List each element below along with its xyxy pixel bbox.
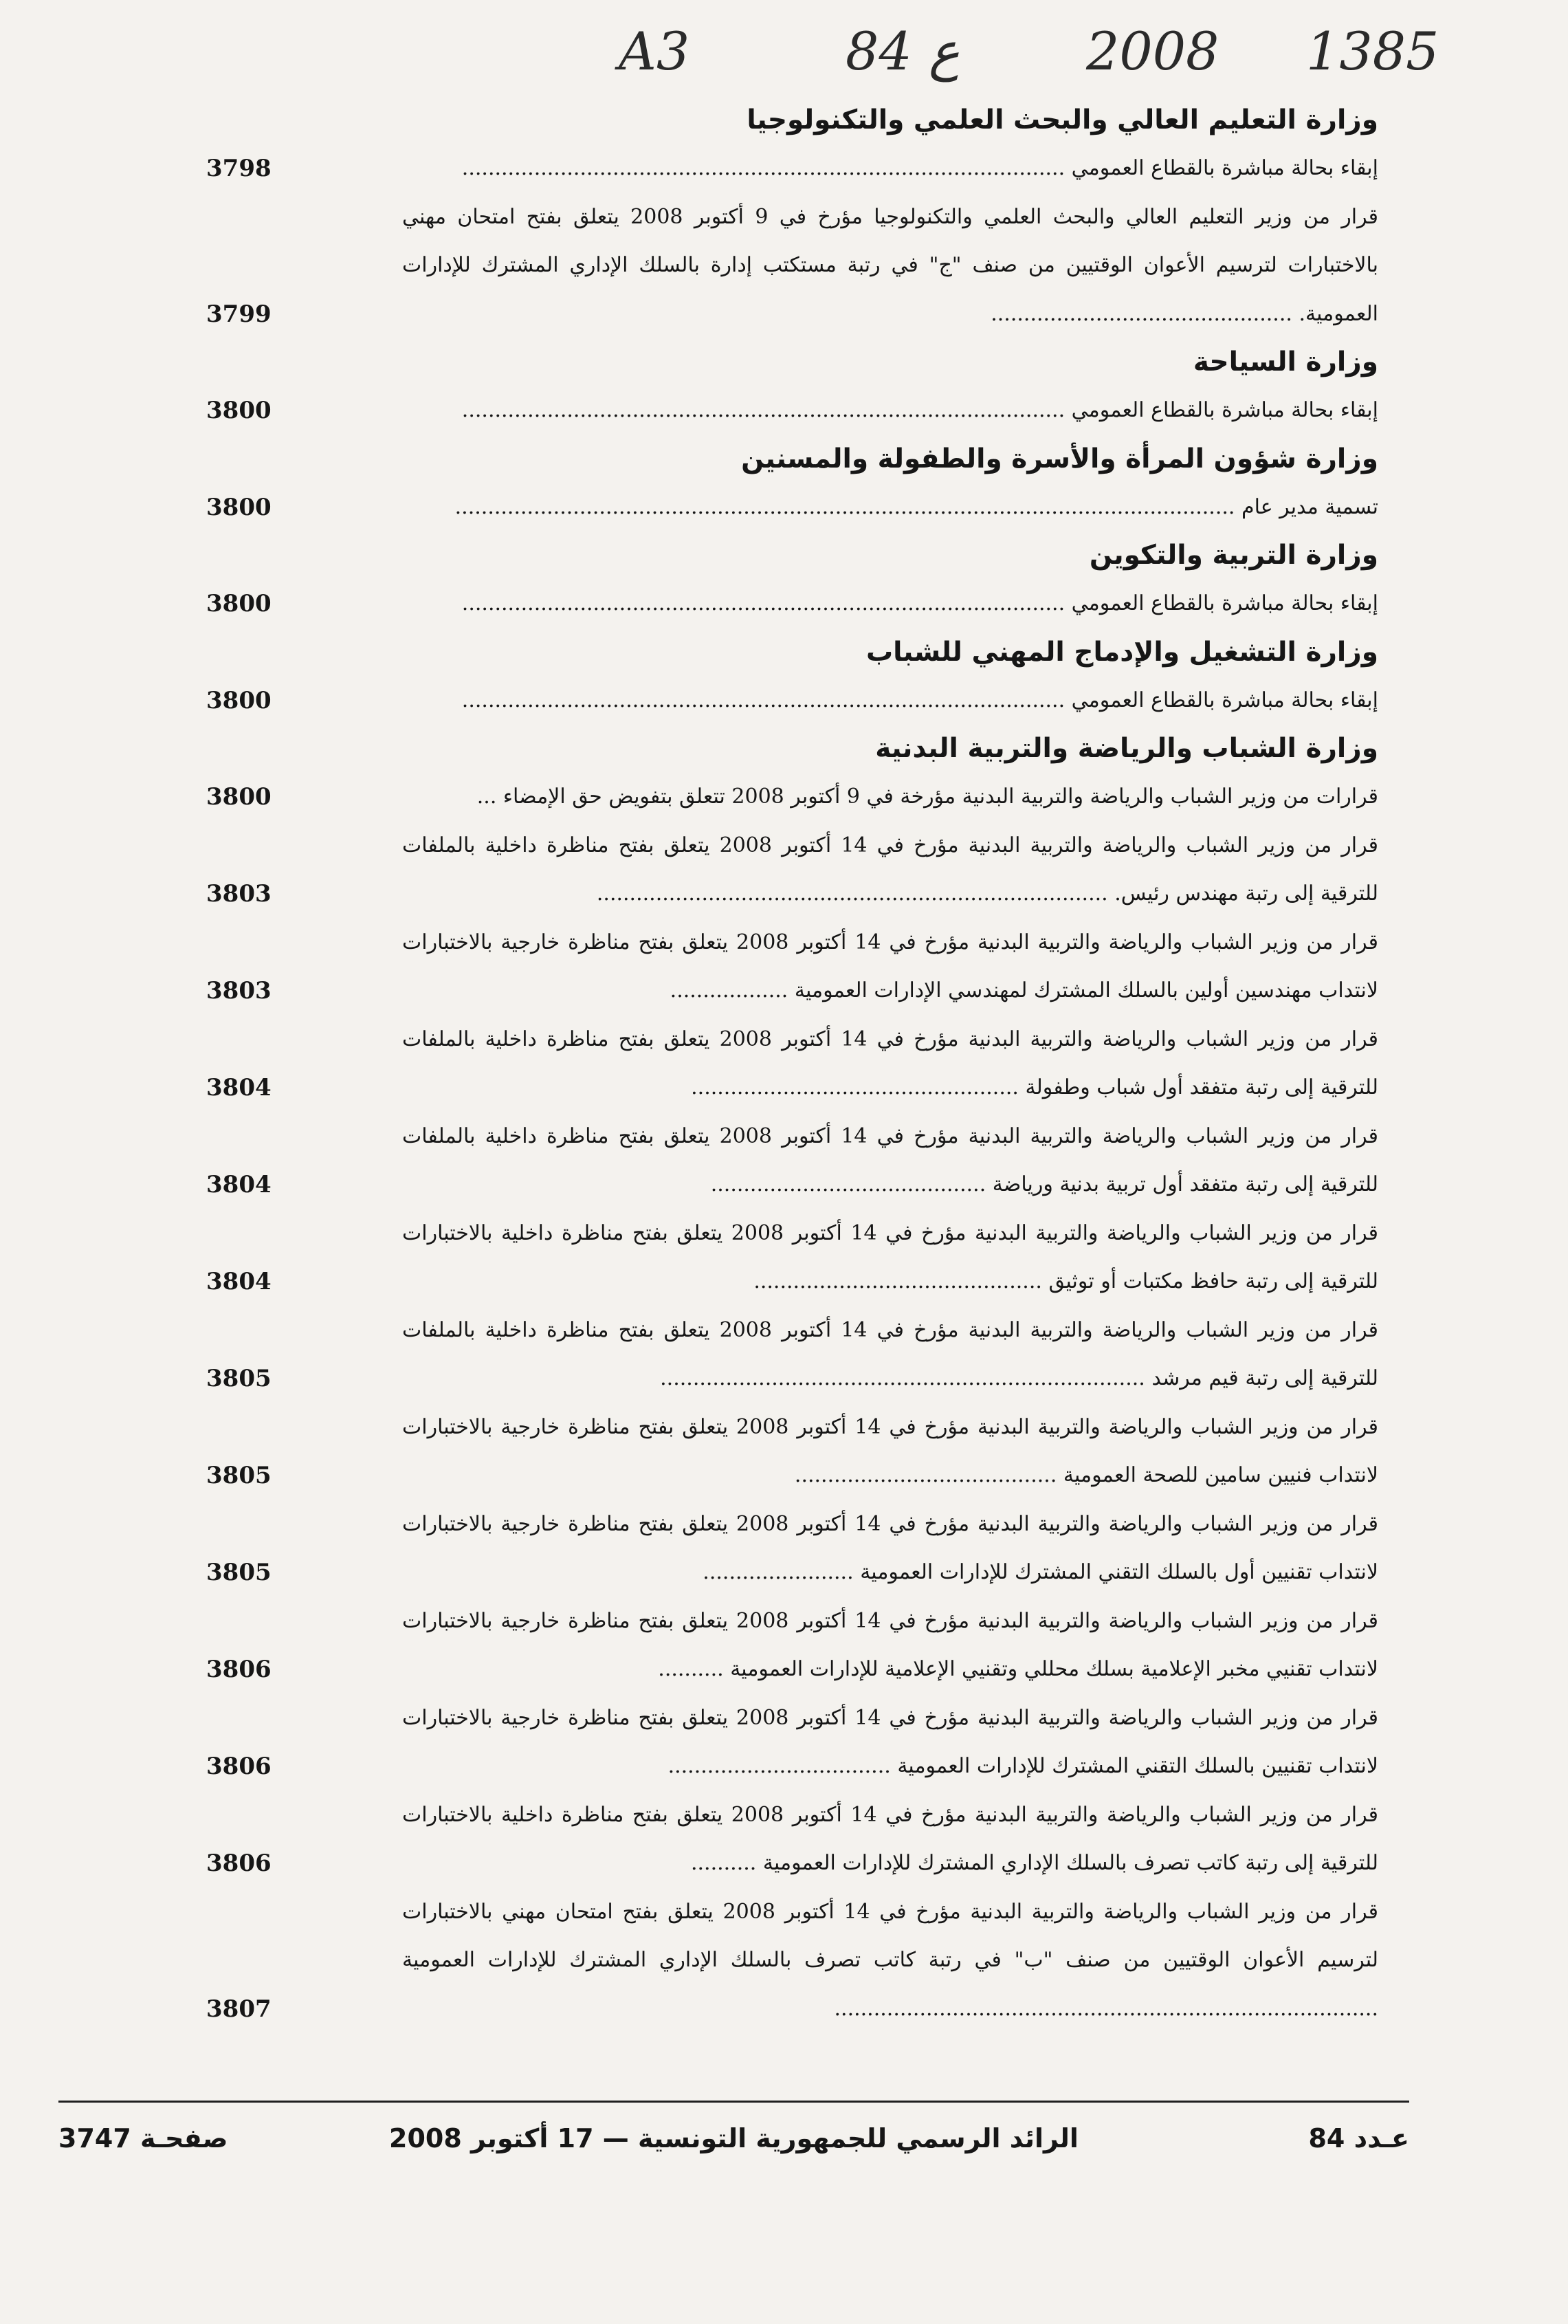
entry-text: إبقاء بحالة مباشرة بالقطاع العمومي <box>1071 688 1378 712</box>
leader-dots: .................................. <box>667 1754 891 1778</box>
leader-dots: .......................................... <box>710 1172 986 1196</box>
entry-text: قرار من وزير الشباب والرياضة والتربية البدنية مؤرخ في 14 أكتوبر 2008 يتعلق بفتح مناظرة داخلية بالملفات للترقية إلى رتبة متفقد أول تربية بدنية ورياضة <box>402 1123 1378 1196</box>
entry-title <box>402 1791 1378 1888</box>
leader-dots: .................. <box>670 978 788 1002</box>
leader-dots: ... <box>476 785 497 809</box>
entry-title <box>402 386 1378 435</box>
ministry-heading: وزارة الشباب والرياضة والتربية البدنية <box>875 733 1378 764</box>
ministry-heading: وزارة التربية والتكوين <box>1089 540 1378 571</box>
entry-text: قرار من وزير الشباب والرياضة والتربية البدنية مؤرخ في 14 أكتوبر 2008 يتعلق بفتح مناظرة داخلية بالملفات للترقية إلى رتبة مهندس رئيس. <box>402 833 1378 906</box>
leader-dots: ....................... <box>703 1560 854 1584</box>
ministry-heading: وزارة شؤون المرأة والأسرة والطفولة والمسنين <box>741 443 1378 474</box>
toc-entry <box>206 773 1378 822</box>
toc-entry <box>206 1500 1378 1597</box>
entry-title <box>402 773 1378 822</box>
entry-text: قرار من وزير الشباب والرياضة والتربية البدنية مؤرخ في 14 أكتوبر 2008 يتعلق بفتح مناظرة داخلية بالملفات للترقية إلى رتبة قيم مرشد <box>402 1317 1378 1390</box>
entry-title <box>402 1016 1378 1112</box>
entry-text: قرار من وزير الشباب والرياضة والتربية البدنية مؤرخ في 14 أكتوبر 2008 يتعلق بفتح مناظرة داخلية بالاختبارات للترقية إلى رتبة حافظ مكتبات أو توثيق <box>402 1220 1378 1293</box>
toc-entry <box>206 1112 1378 1209</box>
entry-title <box>402 1112 1378 1209</box>
leader-dots: .................................................. <box>691 1075 1019 1099</box>
ministry-section <box>206 628 1378 725</box>
entry-page-number: 3806 <box>206 1850 272 1877</box>
footer-journal-title: الرائد الرسمي للجمهورية التونسية — 17 أكتوبر 2008 <box>389 2123 1079 2153</box>
entry-page-number: 3805 <box>206 1365 272 1392</box>
entry-page-number: 3805 <box>206 1559 272 1586</box>
entry-title <box>402 144 1378 193</box>
toc-entry <box>206 1791 1378 1888</box>
leader-dots: .............................................................................. <box>596 881 1108 906</box>
entry-page-number: 3800 <box>206 686 272 714</box>
toc-entry <box>206 1016 1378 1112</box>
entry-title <box>402 1888 1378 2034</box>
handwritten-reference: 1385 <box>1306 21 1439 82</box>
leader-dots: .............................................. <box>991 301 1292 326</box>
leader-dots: ............................................................................................ <box>461 591 1065 615</box>
toc-entry <box>206 386 1378 435</box>
toc-entry <box>206 919 1378 1016</box>
entry-text: قرار من وزير الشباب والرياضة والتربية البدنية مؤرخ في 14 أكتوبر 2008 يتعلق بفتح مناظرة داخلية بالملفات للترقية إلى رتبة متفقد أول شباب وطفولة <box>402 1027 1378 1099</box>
entry-title <box>402 193 1378 339</box>
entry-text: قرار من وزير الشباب والرياضة والتربية البدنية مؤرخ في 14 أكتوبر 2008 يتعلق بفتح مناظرة خارجية بالاختبارات لانتداب مهندسين أولين بالسلك المشترك لمهندسي الإدارات العمومية <box>402 930 1378 1002</box>
entry-page-number: 3804 <box>206 1074 272 1101</box>
leader-dots: ............................................................................................ <box>461 398 1065 422</box>
toc-entry <box>206 483 1378 532</box>
toc-entry <box>206 1306 1378 1403</box>
entry-title <box>402 1500 1378 1597</box>
ministry-heading: وزارة التعليم العالي والبحث العلمي والتكنولوجيا <box>747 105 1378 135</box>
toc-entry <box>206 822 1378 919</box>
entry-text: قرارات من وزير الشباب والرياضة والتربية البدنية مؤرخة في 9 أكتوبر 2008 تتعلق بتفويض حق الإمضاء <box>503 785 1378 809</box>
entry-title <box>402 1694 1378 1791</box>
table-of-contents <box>206 96 1378 2033</box>
handwritten-year: 2008 <box>1086 21 1219 82</box>
leader-dots: .......................................................................... <box>660 1366 1145 1390</box>
footer-issue-number: عـدد 84 <box>1308 2123 1409 2153</box>
footer-divider <box>58 2101 1409 2103</box>
entry-title <box>402 1597 1378 1694</box>
entry-title <box>402 822 1378 919</box>
leader-dots: ............................................................................................ <box>461 688 1065 712</box>
handwritten-annotation <box>619 14 1478 96</box>
leader-dots: ........................................ <box>794 1463 1057 1487</box>
leader-dots: .......... <box>658 1657 724 1681</box>
leader-dots: .......... <box>690 1851 757 1875</box>
ministry-section <box>206 435 1378 532</box>
entry-text: تسمية مدير عام <box>1241 494 1378 519</box>
entry-title <box>402 1306 1378 1403</box>
entry-text: إبقاء بحالة مباشرة بالقطاع العمومي <box>1071 398 1378 422</box>
entry-text: إبقاء بحالة مباشرة بالقطاع العمومي <box>1071 591 1378 615</box>
entry-page-number: 3804 <box>206 1268 272 1295</box>
toc-entry <box>206 1209 1378 1306</box>
page-footer <box>58 2114 1409 2162</box>
entry-page-number: 3806 <box>206 1753 272 1780</box>
leader-dots: ....................................................................................................................... <box>454 494 1235 519</box>
toc-entry <box>206 1694 1378 1791</box>
ministry-heading: وزارة التشغيل والإدماج المهني للشباب <box>865 636 1378 668</box>
entry-page-number: 3800 <box>206 397 272 424</box>
toc-entry <box>206 677 1378 725</box>
entry-text: قرار من وزير الشباب والرياضة والتربية البدنية مؤرخ في 14 أكتوبر 2008 يتعلق بفتح مناظرة خارجية بالاختبارات لانتداب تقنيي مخبر الإعلامية بسلك محللي وتقنيي الإعلامية للإدارات العمومية <box>402 1608 1378 1681</box>
entry-page-number: 3798 <box>206 155 272 182</box>
entry-text: قرار من وزير التعليم العالي والبحث العلمي والتكنولوجيا مؤرخ في 9 أكتوبر 2008 يتعلق بفتح امتحان مهني بالاختبارات لترسيم الأعوان الوقتيين من صنف "ج" في رتبة مستكتب إدارة بالسلك الإداري المشترك للإدارات العمومية. <box>402 204 1378 326</box>
entry-text: قرار من وزير الشباب والرياضة والتربية البدنية مؤرخ في 14 أكتوبر 2008 يتعلق بفتح مناظرة داخلية بالاختبارات للترقية إلى رتبة كاتب تصرف بالسلك الإداري المشترك للإدارات العمومية <box>402 1802 1378 1875</box>
toc-entry <box>206 1597 1378 1694</box>
entry-text: قرار من وزير الشباب والرياضة والتربية البدنية مؤرخ في 14 أكتوبر 2008 يتعلق بفتح مناظرة خارجية بالاختبارات لانتداب تقنيين أول بالسلك التقني المشترك للإدارات العمومية <box>402 1511 1378 1584</box>
entry-title <box>402 677 1378 725</box>
entry-page-number: 3805 <box>206 1462 272 1489</box>
entry-page-number: 3799 <box>206 300 272 328</box>
ministry-heading: وزارة السياحة <box>1193 347 1378 377</box>
leader-dots: ................................................................................... <box>834 1996 1378 2021</box>
entry-title <box>402 1403 1378 1500</box>
leader-dots: ............................................................................................ <box>461 156 1065 180</box>
toc-entry <box>206 1403 1378 1500</box>
entry-page-number: 3804 <box>206 1171 272 1198</box>
entry-title <box>402 483 1378 532</box>
ministry-section <box>206 725 1378 2033</box>
leader-dots: ............................................ <box>753 1269 1042 1293</box>
ministry-section <box>206 338 1378 435</box>
handwritten-a3: A3 <box>619 21 690 82</box>
entry-page-number: 3800 <box>206 590 272 617</box>
toc-entry <box>206 144 1378 193</box>
footer-page-number: صفحـة 3747 <box>58 2123 228 2153</box>
entry-page-number: 3800 <box>206 493 272 521</box>
entry-page-number: 3803 <box>206 880 272 908</box>
entry-page-number: 3807 <box>206 1995 272 2023</box>
entry-text: قرار من وزير الشباب والرياضة والتربية البدنية مؤرخ في 14 أكتوبر 2008 يتعلق بفتح مناظرة خارجية بالاختبارات لانتداب تقنيين بالسلك التقني المشترك للإدارات العمومية <box>402 1705 1378 1778</box>
entry-title <box>402 1209 1378 1306</box>
entry-title <box>402 919 1378 1016</box>
entry-title <box>402 580 1378 628</box>
ministry-section <box>206 531 1378 628</box>
entry-text: إبقاء بحالة مباشرة بالقطاع العمومي <box>1071 156 1378 180</box>
entry-page-number: 3800 <box>206 783 272 811</box>
toc-entry <box>206 580 1378 628</box>
entry-text: قرار من وزير الشباب والرياضة والتربية البدنية مؤرخ في 14 أكتوبر 2008 يتعلق بفتح امتحان مهني بالاختبارات لترسيم الأعوان الوقتيين من صنف "ب" في رتبة كاتب تصرف بالسلك الإداري المشترك للإدارات العمومية <box>402 1899 1378 1972</box>
handwritten-issue: 84 ع <box>846 21 960 82</box>
toc-entry <box>206 1888 1378 2034</box>
entry-text: قرار من وزير الشباب والرياضة والتربية البدنية مؤرخ في 14 أكتوبر 2008 يتعلق بفتح مناظرة خارجية بالاختبارات لانتداب فنيين سامين للصحة العمومية <box>402 1414 1378 1487</box>
entry-page-number: 3803 <box>206 977 272 1005</box>
ministry-section <box>206 96 1378 338</box>
toc-entry <box>206 193 1378 339</box>
entry-page-number: 3806 <box>206 1656 272 1683</box>
